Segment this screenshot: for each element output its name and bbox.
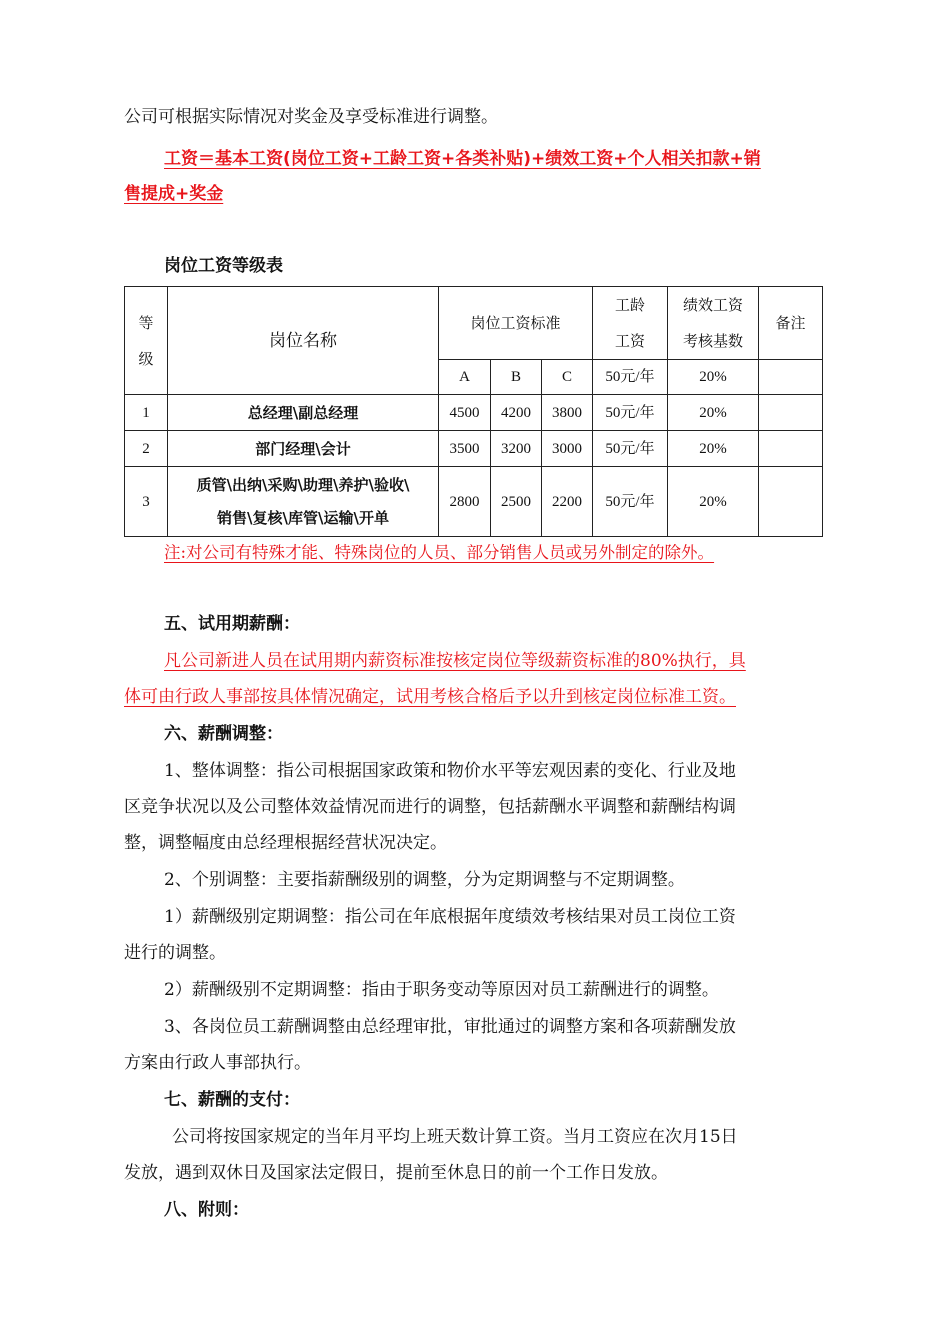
header-perf-value: 20% xyxy=(668,360,759,395)
salary-formula-line1: 工资＝基本工资(岗位工资+工龄工资+各类补贴)+绩效工资+个人相关扣款+销 xyxy=(164,149,761,169)
header-remark-empty xyxy=(759,360,823,395)
section6-p4: 2）薪酬级别不定期调整：指由于职务变动等原因对员工薪酬进行的调整。 xyxy=(164,980,719,1000)
row-salary-c: 3000 xyxy=(542,431,593,467)
header-col-a: A xyxy=(439,360,491,395)
row-grade: 2 xyxy=(125,431,168,467)
row-performance: 20% xyxy=(668,395,759,431)
header-grade: 等 级 xyxy=(125,287,168,395)
table-row xyxy=(125,431,823,467)
row-grade: 3 xyxy=(125,467,168,537)
row-salary-b: 4200 xyxy=(491,395,542,431)
row-position-name: 总经理\副总经理 xyxy=(168,395,439,431)
header-seniority: 工龄 工资 xyxy=(593,287,668,360)
table-row xyxy=(125,467,823,537)
row-salary-a: 2800 xyxy=(439,467,491,537)
section6-heading: 六、薪酬调整： xyxy=(164,724,283,744)
intro-line: 公司可根据实际情况对奖金及享受标准进行调整。 xyxy=(124,107,498,127)
row-position-name: 质管\出纳\采购\助理\养护\验收\ 销售\复核\库管\运输\开单 xyxy=(168,467,439,537)
row-performance: 20% xyxy=(668,431,759,467)
row-position-name: 部门经理\会计 xyxy=(168,431,439,467)
row-salary-b: 3200 xyxy=(491,431,542,467)
section6-p1-line1: 1、整体调整：指公司根据国家政策和物价水平等宏观因素的变化、行业及地 xyxy=(164,761,736,781)
section8-heading: 八、附则： xyxy=(164,1200,249,1220)
header-remark: 备注 xyxy=(759,287,823,360)
row-remark xyxy=(759,467,823,537)
header-col-b: B xyxy=(491,360,542,395)
header-seniority-value: 50元/年 xyxy=(593,360,668,395)
row-performance: 20% xyxy=(668,467,759,537)
section5-line1: 凡公司新进人员在试用期内薪资标准按核定岗位等级薪资标准的80%执行，具 xyxy=(164,651,746,671)
salary-formula-line2: 售提成+奖金 xyxy=(124,184,224,204)
section6-p3-line1: 1）薪酬级别定期调整：指公司在年底根据年度绩效考核结果对员工岗位工资 xyxy=(164,907,736,927)
row-grade: 1 xyxy=(125,395,168,431)
row-salary-c: 3800 xyxy=(542,395,593,431)
section7-line2: 发放，遇到双休日及国家法定假日，提前至休息日的前一个工作日发放。 xyxy=(124,1163,668,1183)
table-row xyxy=(125,395,823,431)
section7-line1: 公司将按国家规定的当年月平均上班天数计算工资。当月工资应在次月15日 xyxy=(172,1127,738,1147)
salary-grade-table xyxy=(124,286,823,537)
section6-p1-line3: 整，调整幅度由总经理根据经营状况决定。 xyxy=(124,833,447,853)
section6-p1-line2: 区竞争状况以及公司整体效益情况而进行的调整，包括薪酬水平调整和薪酬结构调 xyxy=(124,797,736,817)
section6-p3-line2: 进行的调整。 xyxy=(124,943,226,963)
section5-line2: 体可由行政人事部按具体情况确定，试用考核合格后予以升到核定岗位标准工资。 xyxy=(124,687,736,707)
header-performance: 绩效工资 考核基数 xyxy=(668,287,759,360)
header-position-name: 岗位名称 xyxy=(168,287,439,395)
row-seniority: 50元/年 xyxy=(593,431,668,467)
table-note: 注:对公司有特殊才能、特殊岗位的人员、部分销售人员或另外制定的除外。 xyxy=(164,543,715,562)
header-col-c: C xyxy=(542,360,593,395)
section7-heading: 七、薪酬的支付： xyxy=(164,1090,300,1110)
row-salary-b: 2500 xyxy=(491,467,542,537)
row-salary-a: 3500 xyxy=(439,431,491,467)
header-salary-standard: 岗位工资标准 xyxy=(439,287,593,360)
table-title: 岗位工资等级表 xyxy=(164,256,283,276)
section6-p5-line1: 3、各岗位员工薪酬调整由总经理审批，审批通过的调整方案和各项薪酬发放 xyxy=(164,1017,736,1037)
row-seniority: 50元/年 xyxy=(593,467,668,537)
section6-p2: 2、个别调整：主要指薪酬级别的调整，分为定期调整与不定期调整。 xyxy=(164,870,685,890)
row-remark xyxy=(759,395,823,431)
section6-p5-line2: 方案由行政人事部执行。 xyxy=(124,1053,311,1073)
section5-heading: 五、试用期薪酬： xyxy=(164,614,300,634)
row-salary-c: 2200 xyxy=(542,467,593,537)
row-seniority: 50元/年 xyxy=(593,395,668,431)
row-salary-a: 4500 xyxy=(439,395,491,431)
row-remark xyxy=(759,431,823,467)
